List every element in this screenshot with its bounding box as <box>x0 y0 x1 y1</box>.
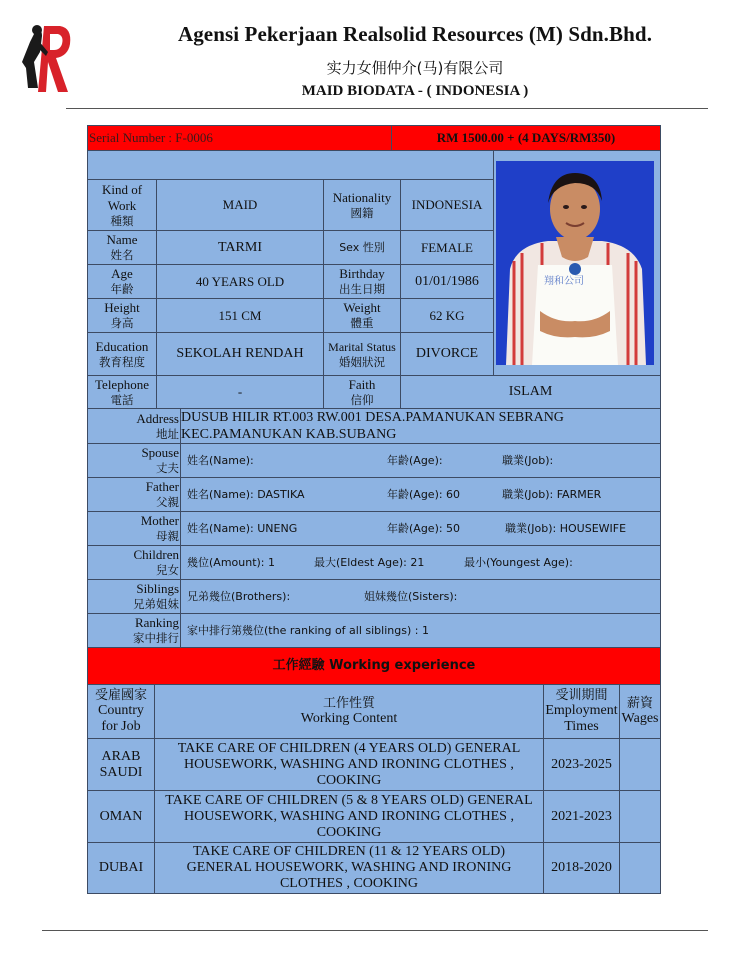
age-label: Age 年齡 <box>87 264 157 299</box>
siblings-details: 兄弟幾位(Brothers): 姐妹幾位(Sisters): <box>180 579 661 614</box>
table-row-content: TAKE CARE OF CHILDREN (5 & 8 YEARS OLD) GENERAL HOUSEWORK, WASHING AND IRONING CLOTHES , COOKING <box>154 790 544 843</box>
mother-details: 姓名(Name): UNENG 年齡(Age): 50 職業(Job): HOUSEWIFE <box>180 511 661 546</box>
marital-label: Marital Status 婚姻狀況 <box>323 332 401 376</box>
birthday-label: Birthday 出生日期 <box>323 264 401 299</box>
sex-label: Sex 性別 <box>323 230 401 265</box>
telephone-label: Telephone 電話 <box>87 375 157 409</box>
name-label: Name 姓名 <box>87 230 157 265</box>
children-details: 幾位(Amount): 1 最大(Eldest Age): 21 最小(Youngest Age): <box>180 545 661 580</box>
apron-logo-text: 翔和公司 <box>544 276 584 287</box>
name-value: TARMI <box>156 230 324 265</box>
table-row-country: ARAB SAUDI <box>87 738 155 791</box>
spouse-details: 姓名(Name): 年齡(Age): 職業(Job): <box>180 443 661 478</box>
table-row-times: 2018-2020 <box>543 842 620 894</box>
faith-value: ISLAM <box>400 375 661 409</box>
telephone-value: - <box>156 375 324 409</box>
fee-info: RM 1500.00 + (4 DAYS/RM350) <box>391 125 661 151</box>
footer-divider <box>42 930 708 931</box>
col-times-header: 受训期間 Employment Times <box>543 684 620 739</box>
blank-row <box>87 150 494 180</box>
table-row-wages <box>619 842 661 894</box>
father-details: 姓名(Name): DASTIKA 年齡(Age): 60 職業(Job): FARMER <box>180 477 661 512</box>
col-wages-header: 薪資 Wages <box>619 684 661 739</box>
table-row-wages <box>619 790 661 843</box>
kind-value: MAID <box>156 179 324 231</box>
table-row-times: 2021-2023 <box>543 790 620 843</box>
biodata-subtitle: MAID BIODATA - ( INDONESIA ) <box>301 83 529 99</box>
weight-label: Weight 體重 <box>323 298 401 333</box>
table-row-content: TAKE CARE OF CHILDREN (4 YEARS OLD) GENERAL HOUSEWORK, WASHING AND IRONING CLOTHES , COOKING <box>154 738 544 791</box>
address-label: Address 地址 <box>87 408 181 444</box>
ranking-label: Ranking 家中排行 <box>87 613 181 648</box>
ranking-value: 家中排行第幾位(the ranking of all siblings) : 1 <box>180 613 661 648</box>
faith-label: Faith 信仰 <box>323 375 401 409</box>
maid-photo <box>496 161 654 365</box>
table-row-country: OMAN <box>87 790 155 843</box>
table-row-wages <box>619 738 661 791</box>
marital-value: DIVORCE <box>400 332 494 376</box>
agency-chinese-name: 实力女佣仲介(马)有限公司 <box>326 59 504 77</box>
maid-portrait-illustration <box>496 161 654 365</box>
children-label: Children 兒女 <box>87 545 181 580</box>
address-value: DUSUB HILIR RT.003 RW.001 DESA.PAMANUKAN SEBRANG KEC.PAMANUKAN KAB.SUBANG <box>180 408 661 444</box>
siblings-label: Siblings 兄弟姐妹 <box>87 579 181 614</box>
table-row-content: TAKE CARE OF CHILDREN (11 & 12 YEARS OLD) GENERAL HOUSEWORK, WASHING AND IRONING CLOTHES , COOKING <box>154 842 544 894</box>
serial-number: Serial Number : F-0006 <box>87 125 392 151</box>
experience-title: 工作經驗 Working experience <box>87 647 661 685</box>
col-country-header: 受雇國家 Country for Job <box>87 684 155 739</box>
company-logo <box>20 22 72 94</box>
agency-title: Agensi Pekerjaan Realsolid Resources (M) Sdn.Bhd. <box>177 22 653 46</box>
nationality-value: INDONESIA <box>400 179 494 231</box>
header-divider <box>66 108 708 109</box>
education-value: SEKOLAH RENDAH <box>156 332 324 376</box>
sex-value: FEMALE <box>400 230 494 265</box>
father-label: Father 父親 <box>87 477 181 512</box>
table-row-country: DUBAI <box>87 842 155 894</box>
col-content-header: 工作性質 Working Content <box>154 684 544 739</box>
weight-value: 62 KG <box>400 298 494 333</box>
table-row-times: 2023-2025 <box>543 738 620 791</box>
spouse-label: Spouse 丈夫 <box>87 443 181 478</box>
height-value: 151 CM <box>156 298 324 333</box>
birthday-value: 01/01/1986 <box>400 264 494 299</box>
kind-label: Kind of Work 種類 <box>87 179 157 231</box>
nationality-label: Nationality 國籍 <box>323 179 401 231</box>
education-label: Education 教育程度 <box>87 332 157 376</box>
mother-label: Mother 母親 <box>87 511 181 546</box>
age-value: 40 YEARS OLD <box>156 264 324 299</box>
height-label: Height 身高 <box>87 298 157 333</box>
